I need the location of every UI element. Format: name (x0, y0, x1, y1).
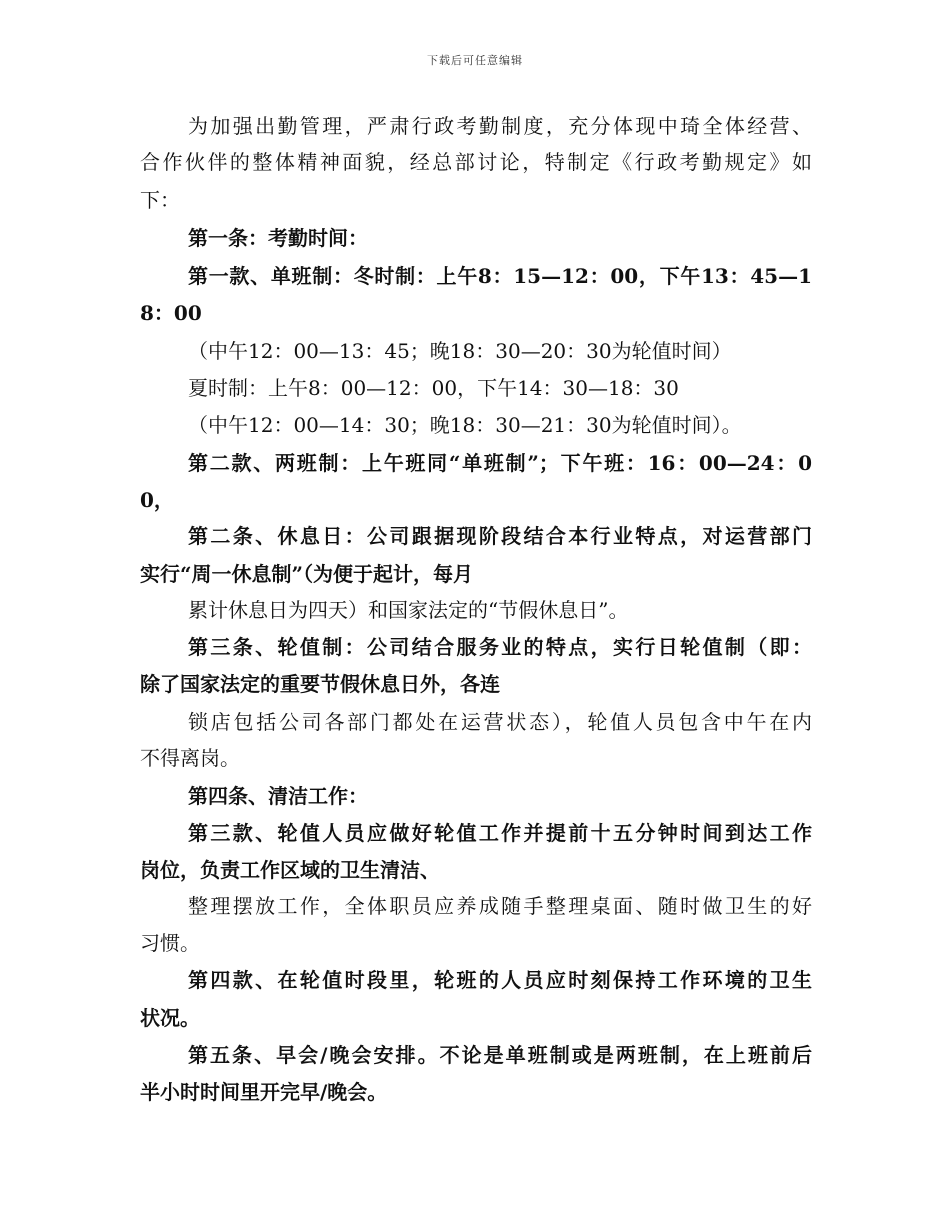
article-2-line-3: 累计休息日为四天）和国家法定的“节假休息日”。 (188, 598, 629, 622)
article-2-line-2: 实行“周一休息制”（为便于起计，每月 (140, 562, 474, 586)
article-2-line-1: 第二条、休息日：公司跟据现阶段结合本行业特点，对运营部门 (188, 524, 812, 548)
noon-rotation-summer: （中午12：00—14：30；晚18：30—21：30为轮值时间）。 (188, 413, 742, 437)
clause-3-line-4: 习惯。 (140, 931, 200, 955)
article-3-line-4: 不得离岗。 (140, 746, 240, 770)
clause-3-line-1: 第三款、轮值人员应做好轮值工作并提前十五分钟时间到达工作 (188, 821, 812, 845)
clause-3-line-3: 整理摆放工作，全体职员应养成随手整理桌面、随时做卫生的好 (188, 894, 812, 918)
clause-2-line-2: 0， (140, 488, 174, 512)
clause-2-line-1: 第二款、两班制：上午班同“单班制”；下午班：16：00—24：0 (188, 451, 812, 475)
intro-line-1: 为加强出勤管理，严肃行政考勤制度，充分体现中琦全体经营、 (188, 114, 812, 138)
article-1-heading: 第一条：考勤时间： (188, 226, 368, 250)
article-4-heading: 第四条、清洁工作： (188, 784, 368, 808)
clause-1-line-2: 8：00 (140, 301, 202, 325)
clause-3-line-2: 岗位，负责工作区域的卫生清洁、 (140, 858, 440, 882)
article-3-line-3: 锁店包括公司各部门都处在运营状态），轮值人员包含中午在内 (188, 710, 812, 734)
clause-1-line-1: 第一款、单班制：冬时制：上午8：15—12：00，下午13：45—1 (188, 264, 812, 288)
noon-rotation-winter: （中午12：00—13：45；晚18：30—20：30为轮值时间） (188, 339, 732, 363)
article-5-line-1: 第五条、早会/晚会安排。不论是单班制或是两班制，在上班前后 (188, 1043, 812, 1067)
clause-4-line-1: 第四款、在轮值时段里，轮班的人员应时刻保持工作环境的卫生 (188, 968, 812, 992)
intro-line-2: 合作伙伴的整体精神面貌，经总部讨论，特制定《行政考勤规定》如 (140, 150, 812, 174)
article-3-line-1: 第三条、轮值制：公司结合服务业的特点，实行日轮值制（即： (188, 635, 812, 659)
article-3-line-2: 除了国家法定的重要节假休息日外，各连 (140, 672, 500, 696)
article-5-line-2: 半小时时间里开完早/晚会。 (140, 1080, 388, 1104)
page-header: 下载后可任意编辑 (427, 54, 523, 67)
summer-schedule: 夏时制：上午8：00—12：00，下午14：30—18：30 (188, 376, 679, 400)
clause-4-line-2: 状况。 (140, 1006, 200, 1030)
intro-line-3: 下： (140, 188, 180, 212)
